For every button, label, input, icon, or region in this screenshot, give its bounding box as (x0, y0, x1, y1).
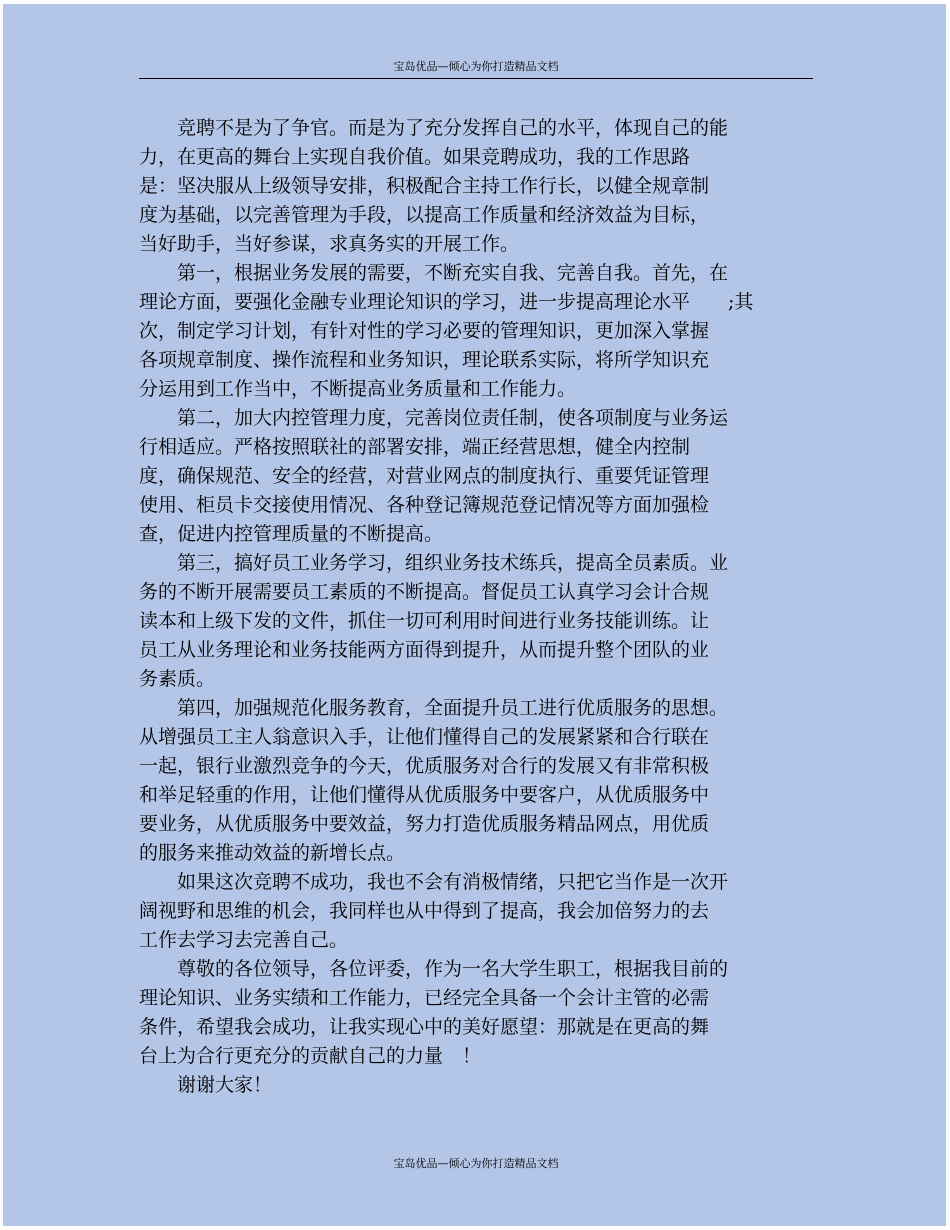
body-line: 读本和上级下发的文件，抓住一切可利用时间进行业务技能训练。让 (139, 610, 710, 632)
page-header: 宝岛优品—倾心为你打造精品文档 (393, 60, 559, 73)
body-line: 台上为合行更充分的贡献自己的力量 ！ (139, 1045, 482, 1067)
body-line: 如果这次竞聘不成功，我也不会有消极情绪，只把它当作是一次开 (139, 871, 729, 893)
body-line: 各项规章制度、操作流程和业务知识，理论联系实际，将所学知识充 (139, 349, 710, 371)
body-line: 分运用到工作当中，不断提高业务质量和工作能力。 (139, 378, 577, 400)
body-line: 力，在更高的舞台上实现自我价值。如果竞聘成功，我的工作思路 (139, 146, 691, 168)
body-line: 条件，希望我会成功，让我实现心中的美好愿望：那就是在更高的舞 (139, 1016, 710, 1038)
body-line: 工作去学习去完善自己。 (139, 929, 349, 951)
document-body (139, 114, 819, 1100)
body-line: 第四，加强规范化服务教育，全面提升员工进行优质服务的思想。 (139, 697, 729, 719)
body-line: 第三，搞好员工业务学习，组织业务技术练兵，提高全员素质。业 (139, 552, 729, 574)
body-line: 次，制定学习计划，有针对性的学习必要的管理知识，更加深入掌握 (139, 320, 710, 342)
page-footer: 宝岛优品—倾心为你打造精品文档 (393, 1157, 559, 1170)
body-line: 谢谢大家！ (139, 1074, 273, 1096)
body-line: 一起，银行业激烈竞争的今天，优质服务对合行的发展又有非常积极 (139, 755, 710, 777)
body-line: 是：坚决服从上级领导安排，积极配合主持工作行长，以健全规章制 (139, 175, 710, 197)
body-line: 第一，根据业务发展的需要，不断充实自我、完善自我。首先，在 (139, 262, 729, 284)
body-line: 当好助手，当好参谋，求真务实的开展工作。 (139, 233, 520, 255)
body-line: 行相适应。严格按照联社的部署安排，端正经营思想，健全内控制 (139, 436, 691, 458)
body-line: 员工从业务理论和业务技能两方面得到提升，从而提升整个团队的业 (139, 639, 710, 661)
body-line: 查，促进内控管理质量的不断提高。 (139, 523, 444, 545)
body-line: 的服务来推动效益的新增长点。 (139, 842, 406, 864)
body-line: 和举足轻重的作用，让他们懂得从优质服务中要客户，从优质服务中 (139, 784, 710, 806)
body-line: 使用、柜员卡交接使用情况、各种登记簿规范登记情况等方面加强检 (139, 494, 710, 516)
body-line: 务素质。 (139, 668, 216, 690)
body-line: 度为基础，以完善管理为手段，以提高工作质量和经济效益为目标， (139, 204, 710, 226)
header-divider (139, 78, 813, 79)
body-line: 竞聘不是为了争官。而是为了充分发挥自己的水平，体现自己的能 (139, 117, 729, 139)
body-line: 务的不断开展需要员工素质的不断提高。督促员工认真学习会计合规 (139, 581, 710, 603)
body-line: 尊敬的各位领导，各位评委，作为一名大学生职工，根据我目前的 (139, 958, 729, 980)
body-line: 要业务，从优质服务中要效益，努力打造优质服务精品网点，用优质 (139, 813, 710, 835)
body-line: 理论知识、业务实绩和工作能力，已经完全具备一个会计主管的必需 (139, 987, 710, 1009)
body-line: 度，确保规范、安全的经营，对营业网点的制度执行、重要凭证管理 (139, 465, 710, 487)
document-page (3, 4, 946, 1226)
body-line: 阔视野和思维的机会，我同样也从中得到了提高，我会加倍努力的去 (139, 900, 710, 922)
body-line: 第二，加大内控管理力度，完善岗位责任制，使各项制度与业务运 (139, 407, 729, 429)
body-line: 理论方面，要强化金融专业理论知识的学习，进一步提高理论水平 ;其 (139, 291, 754, 313)
body-line: 从增强员工主人翁意识入手，让他们懂得自己的发展紧紧和合行联在 (139, 726, 710, 748)
